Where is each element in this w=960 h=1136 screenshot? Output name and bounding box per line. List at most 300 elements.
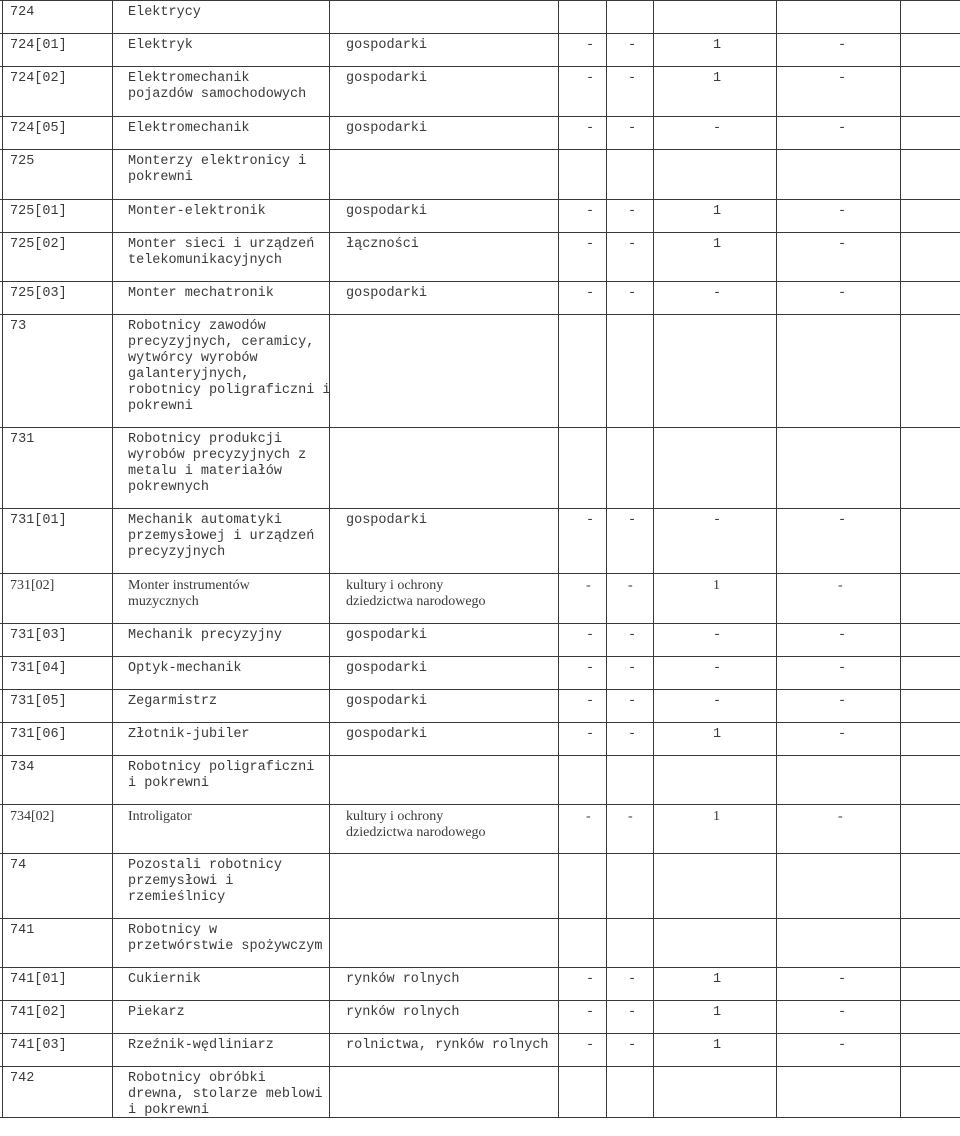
column-divider: [329, 756, 330, 804]
table-row: [0, 199, 960, 232]
column-divider: [329, 624, 330, 656]
column-divider: [776, 315, 777, 427]
column-divider: [653, 624, 654, 656]
column-divider: [558, 690, 559, 722]
column-divider: [900, 233, 901, 281]
ministry-cell: kultury i ochrony dziedzictwa narodowego: [346, 578, 486, 609]
occupation-name-cell: Pozostali robotnicy przemysłowi i rzemieślnicy: [128, 858, 282, 905]
occupation-name-cell: Monterzy elektronicy i pokrewni: [128, 154, 307, 185]
column-1-cell: -: [586, 204, 595, 219]
column-divider: [2, 117, 3, 149]
column-divider: [329, 723, 330, 755]
column-1-cell: -: [586, 71, 595, 86]
column-divider: [776, 756, 777, 804]
code-cell: 725[03]: [10, 286, 67, 301]
column-divider: [112, 428, 113, 508]
column-divider: [329, 282, 330, 314]
column-divider: [606, 723, 607, 755]
ministry-cell: gospodarki: [346, 286, 428, 301]
column-divider: [329, 1034, 330, 1066]
column-divider: [900, 1034, 901, 1066]
column-2-cell: -: [628, 578, 633, 593]
column-divider: [900, 509, 901, 573]
column-3-cell: 1: [713, 237, 722, 252]
occupation-name-cell: Monter mechatronik: [128, 286, 274, 301]
table-row: [0, 755, 960, 804]
column-divider: [606, 34, 607, 66]
column-divider: [606, 805, 607, 853]
occupation-name-cell: Introligator: [128, 809, 192, 824]
occupation-name-cell: Złotnik-jubiler: [128, 727, 250, 742]
column-divider: [2, 67, 3, 116]
column-2-cell: -: [628, 71, 637, 86]
column-2-cell: -: [628, 513, 637, 528]
code-cell: 731[05]: [10, 694, 67, 709]
column-divider: [606, 1034, 607, 1066]
column-divider: [112, 1, 113, 33]
column-3-cell: -: [713, 286, 722, 301]
column-divider: [2, 919, 3, 967]
column-divider: [776, 67, 777, 116]
column-divider: [653, 200, 654, 232]
column-divider: [112, 624, 113, 656]
ministry-cell: gospodarki: [346, 38, 428, 53]
column-divider: [112, 233, 113, 281]
column-divider: [2, 233, 3, 281]
column-divider: [558, 282, 559, 314]
column-4-cell: -: [838, 237, 847, 252]
table-row: [0, 232, 960, 281]
code-cell: 741[03]: [10, 1038, 67, 1053]
column-divider: [112, 723, 113, 755]
column-divider: [606, 509, 607, 573]
occupation-name-cell: Robotnicy produkcji wyrobów precyzyjnych z metalu i materiałów pokrewnych: [128, 432, 307, 495]
column-divider: [606, 67, 607, 116]
column-divider: [2, 200, 3, 232]
code-cell: 731[06]: [10, 727, 67, 742]
column-divider: [653, 150, 654, 199]
column-divider: [606, 428, 607, 508]
column-divider: [329, 574, 330, 623]
column-divider: [2, 1067, 3, 1117]
column-divider: [112, 854, 113, 918]
column-divider: [329, 968, 330, 1000]
ministry-cell: gospodarki: [346, 71, 428, 86]
column-divider: [558, 233, 559, 281]
column-1-cell: -: [586, 121, 595, 136]
column-3-cell: -: [713, 628, 722, 643]
column-2-cell: -: [628, 661, 637, 676]
ministry-cell: gospodarki: [346, 661, 428, 676]
column-divider: [558, 509, 559, 573]
column-divider: [900, 690, 901, 722]
column-1-cell: -: [586, 809, 591, 824]
occupation-name-cell: Monter instrumentów muzycznych: [128, 578, 250, 609]
column-4-cell: -: [838, 809, 843, 824]
column-divider: [2, 1034, 3, 1066]
column-divider: [776, 1, 777, 33]
column-divider: [558, 1034, 559, 1066]
column-1-cell: -: [586, 628, 595, 643]
column-divider: [329, 657, 330, 689]
column-2-cell: -: [628, 204, 637, 219]
column-divider: [606, 854, 607, 918]
column-divider: [900, 756, 901, 804]
table-row: [0, 967, 960, 1000]
occupation-name-cell: Mechanik automatyki przemysłowej i urządzeń precyzyjnych: [128, 513, 315, 560]
table-row: [0, 149, 960, 199]
column-divider: [653, 67, 654, 116]
column-2-cell: -: [628, 237, 637, 252]
column-divider: [112, 1034, 113, 1066]
ministry-cell: gospodarki: [346, 204, 428, 219]
column-divider: [558, 1, 559, 33]
column-3-cell: 1: [713, 727, 722, 742]
code-cell: 724[05]: [10, 121, 67, 136]
column-3-cell: 1: [713, 1038, 722, 1053]
column-3-cell: 1: [713, 71, 722, 86]
occupation-name-cell: Rzeźnik-wędliniarz: [128, 1038, 274, 1053]
table-row: [0, 281, 960, 314]
column-divider: [606, 624, 607, 656]
column-1-cell: -: [586, 1038, 595, 1053]
column-4-cell: -: [838, 972, 847, 987]
column-divider: [653, 690, 654, 722]
code-cell: 724: [10, 5, 35, 20]
occupation-name-cell: Optyk-mechanik: [128, 661, 242, 676]
column-divider: [653, 1001, 654, 1033]
column-divider: [558, 1001, 559, 1033]
column-divider: [776, 34, 777, 66]
column-divider: [2, 854, 3, 918]
code-cell: 74: [10, 858, 27, 873]
column-1-cell: -: [586, 1005, 595, 1020]
column-divider: [558, 805, 559, 853]
column-divider: [2, 756, 3, 804]
column-divider: [653, 1067, 654, 1117]
column-divider: [900, 315, 901, 427]
code-cell: 742: [10, 1071, 35, 1086]
column-divider: [606, 968, 607, 1000]
column-1-cell: -: [586, 578, 591, 593]
column-divider: [112, 315, 113, 427]
column-divider: [329, 200, 330, 232]
column-divider: [606, 919, 607, 967]
column-1-cell: -: [586, 694, 595, 709]
column-4-cell: -: [838, 1005, 847, 1020]
column-divider: [776, 1067, 777, 1117]
column-divider: [653, 854, 654, 918]
column-2-cell: -: [628, 972, 637, 987]
column-divider: [558, 1067, 559, 1117]
column-divider: [112, 67, 113, 116]
table-row: [0, 573, 960, 623]
column-4-cell: -: [838, 286, 847, 301]
column-divider: [329, 919, 330, 967]
column-divider: [776, 854, 777, 918]
table-row: [0, 1000, 960, 1033]
column-divider: [329, 67, 330, 116]
column-divider: [900, 1, 901, 33]
column-4-cell: -: [838, 727, 847, 742]
column-divider: [112, 805, 113, 853]
column-divider: [558, 624, 559, 656]
column-divider: [776, 428, 777, 508]
column-3-cell: -: [713, 694, 722, 709]
column-divider: [606, 1001, 607, 1033]
code-cell: 731[04]: [10, 661, 67, 676]
column-divider: [776, 282, 777, 314]
table-row: [0, 33, 960, 66]
occupation-name-cell: Robotnicy zawodów precyzyjnych, ceramicy, wytwórcy wyrobów galanteryjnych, robotnicy poligraficzni i pokrewni: [128, 319, 331, 414]
column-divider: [606, 1067, 607, 1117]
column-divider: [653, 968, 654, 1000]
table-row: [0, 1066, 960, 1118]
column-divider: [900, 624, 901, 656]
column-divider: [900, 200, 901, 232]
column-3-cell: -: [713, 121, 722, 136]
occupation-name-cell: Elektryk: [128, 38, 193, 53]
column-3-cell: 1: [713, 38, 722, 53]
column-divider: [2, 509, 3, 573]
table-row: [0, 0, 960, 33]
column-divider: [329, 1067, 330, 1117]
code-cell: 731[01]: [10, 513, 67, 528]
column-4-cell: -: [838, 204, 847, 219]
column-divider: [558, 919, 559, 967]
column-divider: [112, 282, 113, 314]
column-divider: [558, 67, 559, 116]
column-divider: [112, 509, 113, 573]
column-divider: [329, 854, 330, 918]
column-3-cell: 1: [713, 204, 722, 219]
column-divider: [329, 34, 330, 66]
column-divider: [653, 117, 654, 149]
code-cell: 724[02]: [10, 71, 67, 86]
column-3-cell: -: [713, 513, 722, 528]
table-row: [0, 689, 960, 722]
ministry-cell: rolnictwa, rynków rolnych: [346, 1038, 549, 1053]
column-divider: [776, 117, 777, 149]
column-2-cell: -: [628, 727, 637, 742]
column-divider: [329, 233, 330, 281]
column-divider: [606, 690, 607, 722]
column-divider: [558, 968, 559, 1000]
column-divider: [558, 723, 559, 755]
column-4-cell: -: [838, 628, 847, 643]
ministry-cell: rynków rolnych: [346, 1005, 460, 1020]
occupation-name-cell: Robotnicy obróbki drewna, stolarze meblowi i pokrewni: [128, 1071, 323, 1118]
occupation-name-cell: Piekarz: [128, 1005, 185, 1020]
occupation-name-cell: Monter-elektronik: [128, 204, 266, 219]
column-4-cell: -: [838, 661, 847, 676]
column-2-cell: -: [628, 694, 637, 709]
table-row: [0, 623, 960, 656]
column-divider: [653, 1, 654, 33]
column-divider: [900, 150, 901, 199]
column-divider: [329, 1001, 330, 1033]
column-2-cell: -: [628, 628, 637, 643]
occupation-name-cell: Zegarmistrz: [128, 694, 218, 709]
column-divider: [2, 723, 3, 755]
column-divider: [653, 805, 654, 853]
column-divider: [900, 854, 901, 918]
column-divider: [112, 919, 113, 967]
column-divider: [558, 428, 559, 508]
column-divider: [112, 690, 113, 722]
column-divider: [112, 968, 113, 1000]
column-divider: [900, 1067, 901, 1117]
table-row: [0, 918, 960, 967]
column-divider: [329, 805, 330, 853]
column-divider: [112, 1001, 113, 1033]
column-divider: [112, 1067, 113, 1117]
column-divider: [2, 34, 3, 66]
column-divider: [900, 34, 901, 66]
table-row: [0, 853, 960, 918]
column-divider: [653, 919, 654, 967]
column-divider: [2, 428, 3, 508]
occupation-name-cell: Elektromechanik pojazdów samochodowych: [128, 71, 307, 102]
column-1-cell: -: [586, 237, 595, 252]
column-divider: [558, 657, 559, 689]
column-divider: [2, 574, 3, 623]
column-divider: [776, 657, 777, 689]
column-2-cell: -: [628, 809, 633, 824]
column-1-cell: -: [586, 513, 595, 528]
table-row: [0, 1033, 960, 1066]
ministry-cell: łączności: [346, 237, 419, 252]
column-divider: [900, 428, 901, 508]
column-divider: [329, 509, 330, 573]
column-divider: [776, 624, 777, 656]
column-3-cell: 1: [713, 972, 722, 987]
column-divider: [329, 1, 330, 33]
code-cell: 725[01]: [10, 204, 67, 219]
column-divider: [329, 428, 330, 508]
column-divider: [900, 67, 901, 116]
column-divider: [2, 624, 3, 656]
column-2-cell: -: [628, 1005, 637, 1020]
code-cell: 731[02]: [10, 578, 55, 593]
column-divider: [606, 1, 607, 33]
column-divider: [900, 968, 901, 1000]
column-divider: [653, 574, 654, 623]
table-row: [0, 722, 960, 755]
column-2-cell: -: [628, 286, 637, 301]
column-divider: [900, 282, 901, 314]
column-divider: [2, 315, 3, 427]
column-divider: [900, 657, 901, 689]
column-divider: [329, 150, 330, 199]
code-cell: 731: [10, 432, 35, 447]
code-cell: 741[01]: [10, 972, 67, 987]
column-divider: [776, 1001, 777, 1033]
column-1-cell: -: [586, 38, 595, 53]
occupation-name-cell: Cukiernik: [128, 972, 201, 987]
column-divider: [2, 968, 3, 1000]
column-divider: [776, 723, 777, 755]
column-divider: [776, 150, 777, 199]
occupation-name-cell: Mechanik precyzyjny: [128, 628, 282, 643]
code-cell: 741: [10, 923, 35, 938]
column-1-cell: -: [586, 286, 595, 301]
code-cell: 734: [10, 760, 35, 775]
column-divider: [653, 428, 654, 508]
column-divider: [606, 574, 607, 623]
column-divider: [112, 756, 113, 804]
column-divider: [776, 200, 777, 232]
code-cell: 724[01]: [10, 38, 67, 53]
ministry-cell: gospodarki: [346, 513, 428, 528]
column-divider: [653, 723, 654, 755]
ministry-cell: gospodarki: [346, 694, 428, 709]
occupation-name-cell: Robotnicy poligraficzni i pokrewni: [128, 760, 315, 791]
column-divider: [653, 315, 654, 427]
column-divider: [112, 657, 113, 689]
column-divider: [776, 1034, 777, 1066]
column-divider: [558, 574, 559, 623]
occupation-name-cell: Elektromechanik: [128, 121, 250, 136]
column-divider: [558, 315, 559, 427]
column-divider: [606, 657, 607, 689]
column-divider: [2, 690, 3, 722]
column-divider: [558, 200, 559, 232]
column-3-cell: 1: [713, 578, 720, 593]
column-divider: [329, 117, 330, 149]
column-divider: [900, 723, 901, 755]
column-4-cell: -: [838, 38, 847, 53]
column-2-cell: -: [628, 38, 637, 53]
table-row: [0, 116, 960, 149]
table-row: [0, 427, 960, 508]
column-divider: [606, 756, 607, 804]
column-divider: [2, 1, 3, 33]
column-divider: [606, 315, 607, 427]
column-4-cell: -: [838, 578, 843, 593]
column-4-cell: -: [838, 694, 847, 709]
column-divider: [776, 690, 777, 722]
column-divider: [653, 509, 654, 573]
column-divider: [112, 117, 113, 149]
column-divider: [606, 117, 607, 149]
column-divider: [2, 282, 3, 314]
code-cell: 731[03]: [10, 628, 67, 643]
column-divider: [2, 657, 3, 689]
ministry-cell: kultury i ochrony dziedzictwa narodowego: [346, 809, 486, 840]
column-divider: [606, 233, 607, 281]
column-divider: [776, 805, 777, 853]
code-cell: 73: [10, 319, 27, 334]
column-divider: [558, 34, 559, 66]
column-divider: [606, 282, 607, 314]
column-divider: [900, 1001, 901, 1033]
column-divider: [112, 574, 113, 623]
column-4-cell: -: [838, 121, 847, 136]
column-divider: [653, 756, 654, 804]
code-cell: 725: [10, 154, 35, 169]
occupation-name-cell: Robotnicy w przetwórstwie spożywczym: [128, 923, 323, 954]
column-divider: [653, 657, 654, 689]
table-row: [0, 508, 960, 573]
column-divider: [653, 233, 654, 281]
column-3-cell: 1: [713, 1005, 722, 1020]
code-cell: 741[02]: [10, 1005, 67, 1020]
column-divider: [606, 200, 607, 232]
column-divider: [900, 919, 901, 967]
column-1-cell: -: [586, 972, 595, 987]
column-divider: [776, 509, 777, 573]
